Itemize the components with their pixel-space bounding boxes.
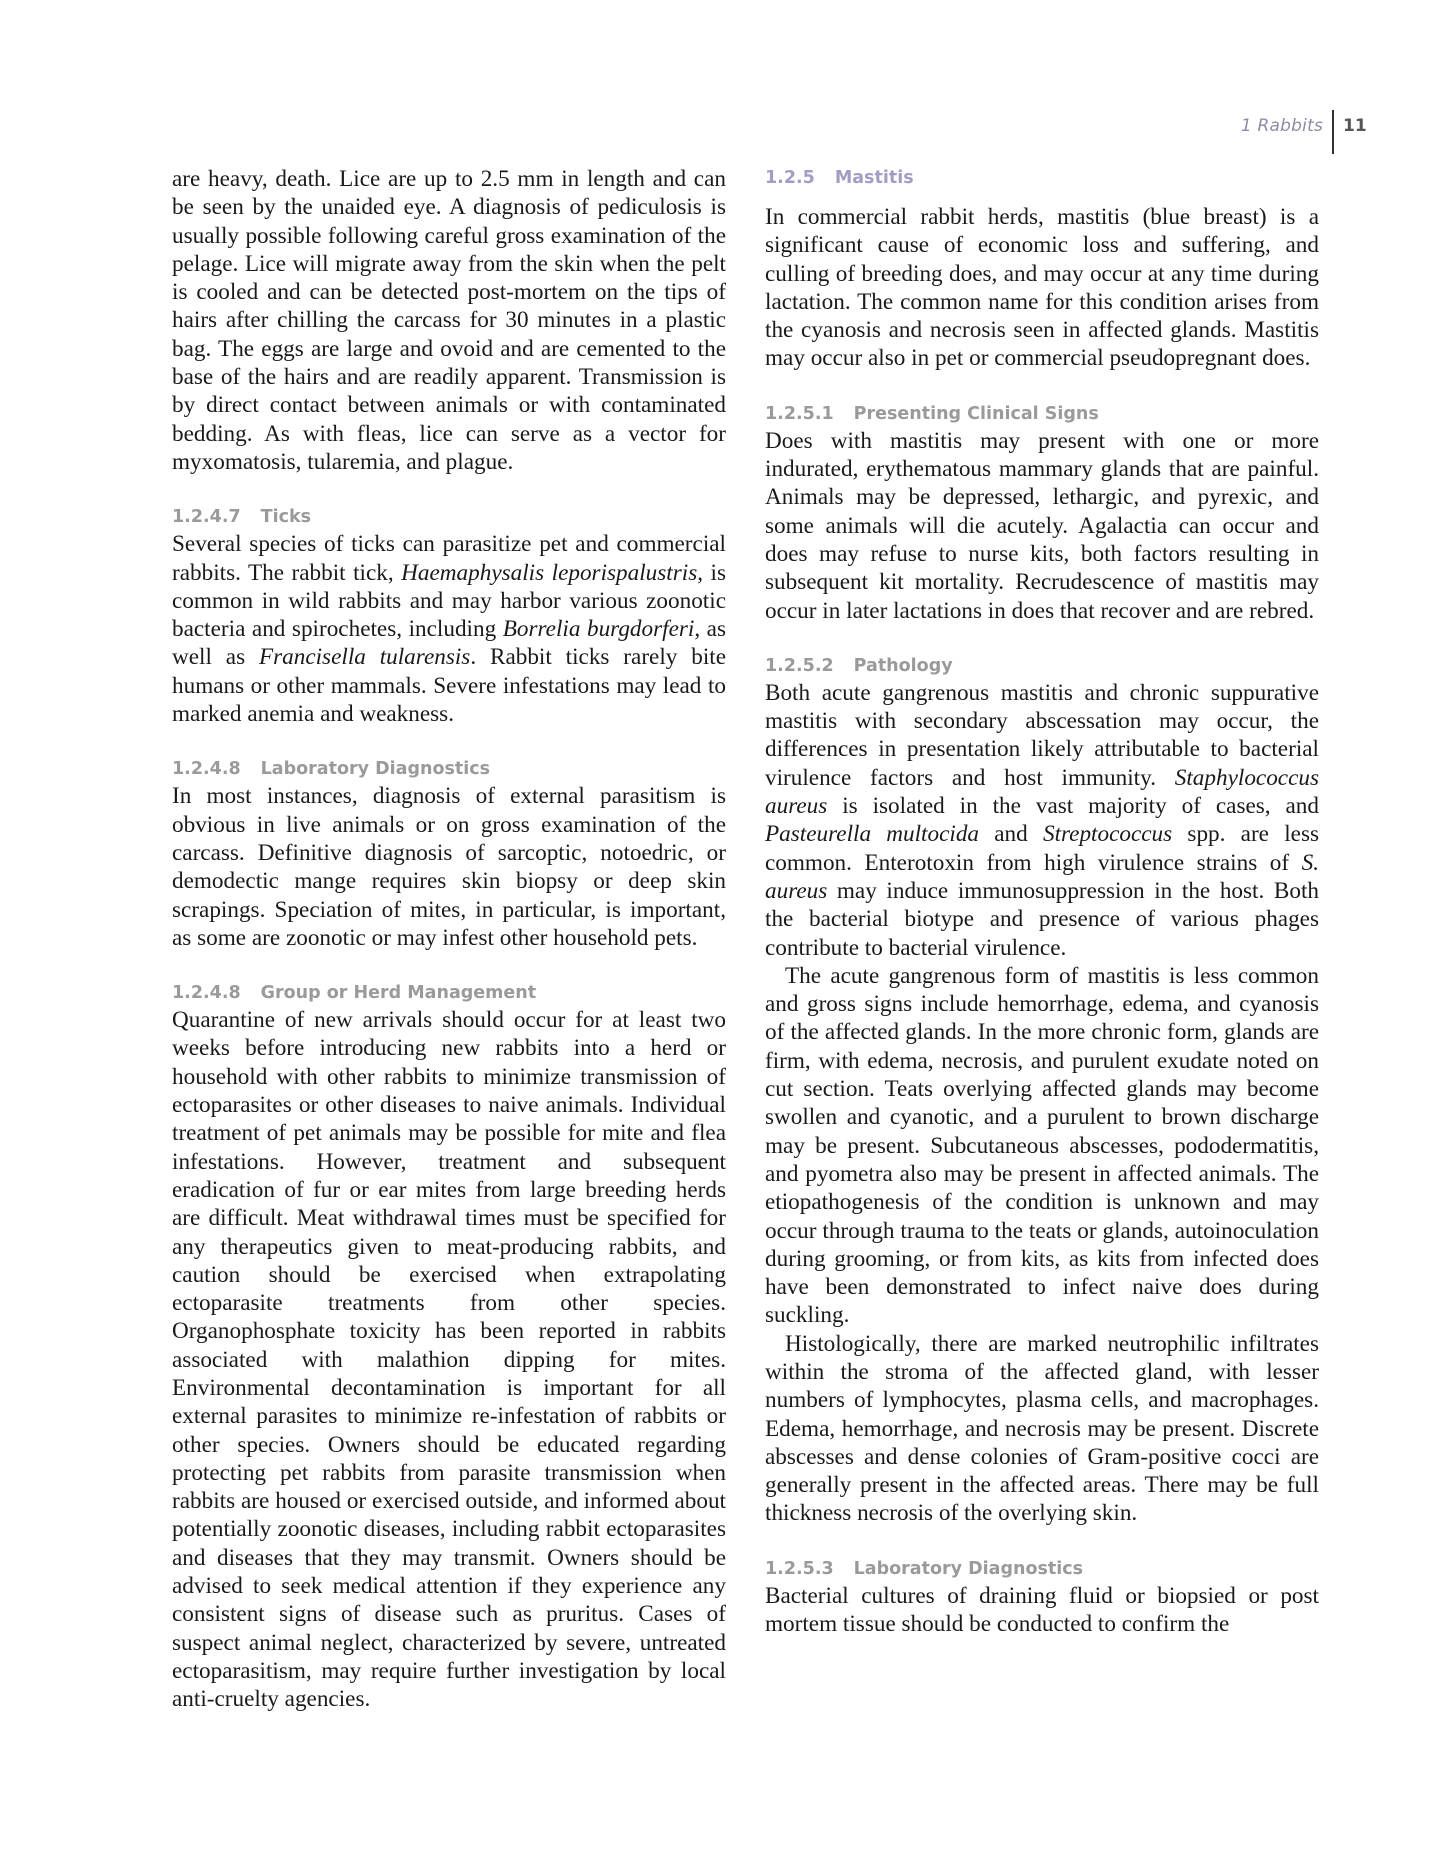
- text-run: , as well as: [172, 616, 726, 671]
- heading-pathology: [765, 653, 1319, 679]
- text-run: may induce immunosuppression in the host. Both the bacterial biotype and presence of various phages contribute to bacterial virulence.: [765, 877, 1319, 961]
- species-name: Staphylococcus aureus: [765, 764, 1319, 820]
- species-name: Pasteurella multocida: [765, 821, 980, 848]
- heading-herd-management: [172, 980, 726, 1006]
- mastitis-paragraph: In commercial rabbit herds, mastitis (blue breast) is a significant cause of economic loss and suffering, and culling of breeding does, and may occur at any time during lactation. The common name for this condition arises from the cyanosis and necrosis seen in affected glands. Mastitis may occur also in pet or commercial pseudopregnant does.: [765, 204, 1319, 372]
- heading-number: 1.2.5: [765, 168, 815, 188]
- heading-clinical-signs: [765, 401, 1319, 427]
- text-run: is isolated in the vast majority of cases, and: [827, 793, 1319, 820]
- chapter-title: 1 Rabbits: [1240, 116, 1323, 136]
- lice-paragraph: are heavy, death. Lice are up to 2.5 mm in length and can be seen by the unaided eye. A diagnosis of pediculosis is usually possible following careful gross examination of the pelage. Lice will migrate away from the skin when the pelt is cooled and can be detected post-mortem on the tips of hairs after chilling the carcass for 30 minutes in a plastic bag. The eggs are large and ovoid and are cemented to the base of the hairs and are readily apparent. Transmission is by direct contact between animals or with contaminated bedding. As with fleas, lice can serve as a vector for myxomatosis, tularemia, and plague.: [172, 166, 726, 475]
- species-name: Streptococcus: [1042, 821, 1173, 848]
- right-column: [765, 165, 1319, 1638]
- text-run: Both acute gangrenous mastitis and chronic suppurative mastitis with secondary abscessation may occur, the differences in presentation likely attributable to bacterial virulence factors and host immunity.: [765, 679, 1319, 791]
- lab-mastitis-paragraph: Bacterial cultures of draining fluid or biopsied or post mortem tissue should be conducted to confirm the: [765, 1582, 1319, 1638]
- species-name: S. aureus: [765, 849, 1319, 904]
- heading-ticks: [172, 504, 726, 530]
- text-run: spp. are less common. Enterotoxin from high virulence strains of: [765, 821, 1319, 876]
- text-run: . Rabbit ticks rarely bite humans or other mammals. Severe infestations may lead to marked anemia and weakness.: [172, 644, 726, 728]
- species-name: Francisella tularensis: [258, 644, 471, 671]
- heading-title: Laboratory Diagnostics: [260, 759, 491, 780]
- species-name: Haemaphysalis leporispalustris: [401, 559, 698, 586]
- heading-lab-diagnostics-mastitis: [765, 1556, 1319, 1582]
- heading-title: Group or Herd Management: [260, 983, 537, 1004]
- heading-lab-diagnostics: [172, 756, 726, 782]
- left-column: [172, 165, 726, 1714]
- pathology-paragraph-2: The acute gangrenous form of mastitis is less common and gross signs include hemorrhage, edema, and cyanosis of the affected glands. In the more chronic form, glands are firm, with edema, necrosis, and purulent exudate noted on cut section. Teats overlying affected glands may become swollen and cyanotic, and a purulent to brown discharge may be present. Subcutaneous abscesses, pododermatitis, and pyometra also may be present in affected animals. The etiopathogenesis of the condition is unknown and may occur through trauma to the teats or glands, autoinoculation during grooming, or from kits, as kits from infected does have been demonstrated to infect naive does during suckling.: [765, 962, 1319, 1329]
- text-run: Several species of ticks can parasitize pet and commercial rabbits. The rabbit tick,: [172, 531, 726, 586]
- herd-paragraph: Quarantine of new arrivals should occur for at least two weeks before introducing new rabbits into a herd or household with other rabbits to minimize transmission of ectoparasites or other diseases to naive animals. Individual treatment of pet animals may be possible for mite and flea infestations. However, treatment and subsequent eradication of fur or ear mites from large breeding herds are difficult. Meat withdrawal times must be specified for any therapeutics given to meat-producing rabbits, and caution should be exercised when extrapolating ectoparasite treatments from other species. Organophosphate toxicity has been reported in rabbits associated with malathion dipping for mites. Environmental decontamination is important for all external parasites to minimize re-infestation of rabbits or other species. Owners should be educated regarding protecting pet rabbits from parasite transmission when rabbits are housed or exercised outside, and informed about potentially zoonotic diseases, including rabbit ectoparasites and diseases that they may transmit. Owners should be advised to seek medical attention if they experience any consistent signs of disease such as pruritus. Cases of suspect animal neglect, characterized by severe, untreated ectoparasitism, may require further investigation by local anti-cruelty agencies.: [172, 1007, 726, 1713]
- heading-number: 1.2.4.8: [172, 759, 241, 780]
- heading-number: 1.2.4.7: [172, 507, 241, 528]
- heading-title: Presenting Clinical Signs: [853, 403, 1099, 424]
- heading-title: Pathology: [853, 655, 953, 676]
- ticks-paragraph: [172, 530, 726, 728]
- heading-number: 1.2.5.2: [765, 655, 834, 676]
- heading-title: Ticks: [260, 507, 312, 528]
- species-name: Borrelia burgdorferi: [502, 616, 695, 643]
- heading-mastitis: [765, 165, 1319, 191]
- pathology-paragraph-1: [765, 679, 1319, 962]
- heading-number: 1.2.5.1: [765, 403, 834, 424]
- header-divider: [1332, 110, 1334, 154]
- pathology-paragraph-3: Histologically, there are marked neutrophilic infiltrates within the stroma of the affected gland, with lesser numbers of lymphocytes, plasma cells, and macrophages. Edema, hemorrhage, and necrosis may be present. Discrete abscesses and dense colonies of Gram-positive cocci are generally present in the affected areas. There may be full thickness necrosis of the overlying skin.: [765, 1330, 1319, 1527]
- heading-title: Laboratory Diagnostics: [853, 1558, 1084, 1579]
- page-number: 11: [1343, 116, 1367, 136]
- text-run: and: [979, 821, 1043, 848]
- text-run: , is common in wild rabbits and may harbor various zoonotic bacteria and spirochetes, including: [172, 559, 726, 643]
- lab-paragraph: In most instances, diagnosis of external parasitism is obvious in live animals or on gross examination of the carcass. Definitive diagnosis of sarcoptic, notoedric, or demodectic mange requires skin biopsy or deep skin scrapings. Speciation of mites, in particular, is important, as some are zoonotic or may infest other household pets.: [172, 783, 726, 951]
- heading-number: 1.2.5.3: [765, 1558, 834, 1579]
- heading-number: 1.2.4.8: [172, 983, 241, 1004]
- signs-paragraph: Does with mastitis may present with one or more indurated, erythematous mammary glands that are painful. Animals may be depressed, lethargic, and pyrexic, and some animals will die acutely. Agalactia can occur and does may refuse to nurse kits, both factors resulting in subsequent kit mortality. Recrudescence of mastitis may occur in later lactations in does that recover and are rebred.: [765, 427, 1319, 624]
- running-head: [0, 110, 1445, 154]
- heading-title: Mastitis: [834, 168, 914, 188]
